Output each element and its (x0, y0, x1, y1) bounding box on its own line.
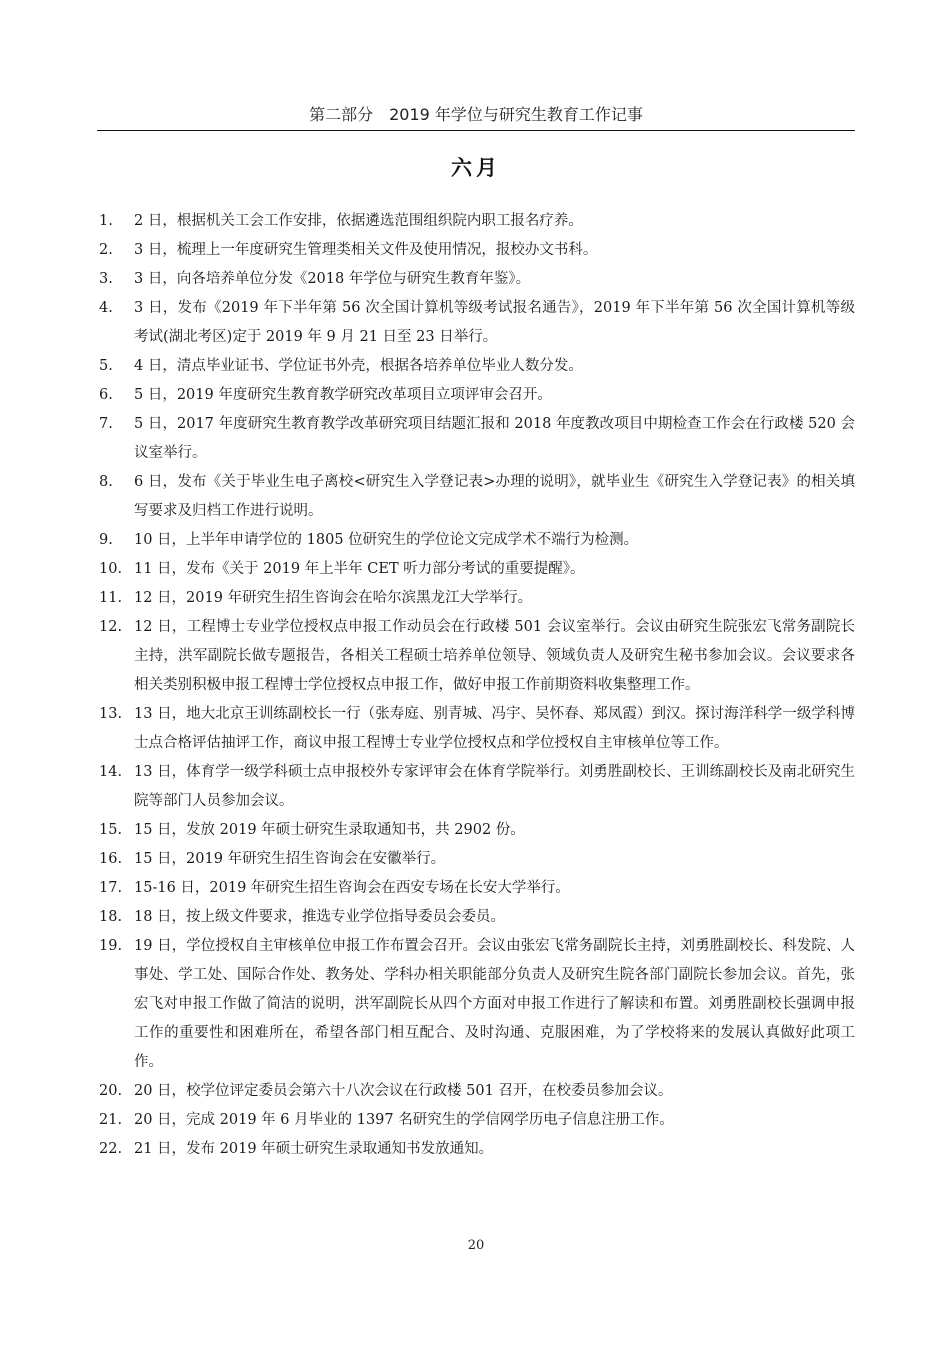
chronicle-entry (97, 381, 855, 410)
entry-number: 20. (99, 1083, 123, 1099)
entry-text: 20 日，校学位评定委员会第六十八次会议在行政楼 501 召开，在校委员参加会议。 (134, 1083, 673, 1099)
entry-number: 22. (99, 1141, 123, 1157)
entry-text: 15 日，2019 年研究生招生咨询会在安徽举行。 (134, 851, 446, 867)
entry-number: 15. (99, 822, 123, 838)
entry-text: 20 日，完成 2019 年 6 月毕业的 1397 名研究生的学信网学历电子信息注册工作。 (134, 1112, 674, 1128)
chronicle-entry (97, 1077, 855, 1106)
entry-text: 13 日，地大北京王训练副校长一行（张寿庭、别青城、冯宇、吴怀春、郑凤霞）到汉。探讨海洋科学一级学科博士点合格评估抽评工作，商议申报工程博士专业学位授权点和学位授权自主审核单位等工作。 (134, 706, 855, 751)
chronicle-entry (97, 932, 855, 1077)
chronicle-entry (97, 265, 855, 294)
chronicle-entry (97, 468, 855, 526)
chronicle-entry (97, 236, 855, 265)
chronicle-entry (97, 874, 855, 903)
entry-number: 2. (99, 242, 113, 258)
header-rule (97, 130, 855, 131)
entry-text: 15 日，发放 2019 年硕士研究生录取通知书，共 2902 份。 (134, 822, 525, 838)
chronicle-entry (97, 903, 855, 932)
entry-text: 3 日，向各培养单位分发《2018 年学位与研究生教育年鉴》。 (134, 271, 531, 287)
chronicle-entry (97, 526, 855, 555)
entry-text: 13 日，体育学一级学科硕士点申报校外专家评审会在体育学院举行。刘勇胜副校长、王训练副校长及南北研究生院等部门人员参加会议。 (134, 764, 855, 809)
entry-number: 5. (99, 358, 113, 374)
entry-text: 21 日，发布 2019 年硕士研究生录取通知书发放通知。 (134, 1141, 494, 1157)
entry-number: 3. (99, 271, 113, 287)
entry-text: 5 日，2017 年度研究生教育教学改革研究项目结题汇报和 2018 年度教改项目中期检查工作会在行政楼 520 会议室举行。 (134, 416, 855, 461)
running-header: 第二部分 2019 年学位与研究生教育工作记事 (309, 105, 643, 124)
chronicle-entry (97, 294, 855, 352)
entry-number: 16. (99, 851, 123, 867)
entry-number: 7. (99, 416, 113, 432)
chronicle-entry (97, 700, 855, 758)
chronicle-entry-list (97, 207, 855, 1164)
entry-text: 18 日，按上级文件要求，推选专业学位指导委员会委员。 (134, 909, 506, 925)
entry-number: 9. (99, 532, 113, 548)
entry-number: 12. (99, 619, 123, 635)
entry-text: 15-16 日，2019 年研究生招生咨询会在西安专场在长安大学举行。 (134, 880, 570, 896)
entry-number: 1. (99, 213, 113, 229)
entry-number: 4. (99, 300, 113, 316)
entry-number: 21. (99, 1112, 123, 1128)
entry-number: 19. (99, 938, 123, 954)
entry-number: 11. (99, 590, 123, 606)
chronicle-entry (97, 207, 855, 236)
chronicle-entry (97, 352, 855, 381)
chronicle-entry (97, 758, 855, 816)
chronicle-entry (97, 1106, 855, 1135)
entry-text: 2 日，根据机关工会工作安排，依据遴选范围组织院内职工报名疗养。 (134, 213, 583, 229)
entry-text: 11 日，发布《关于 2019 年上半年 CET 听力部分考试的重要提醒》。 (134, 561, 585, 577)
chronicle-entry (97, 613, 855, 700)
entry-text: 3 日，梳理上一年度研究生管理类相关文件及使用情况，报校办文书科。 (134, 242, 598, 258)
entry-text: 3 日，发布《2019 年下半年第 56 次全国计算机等级考试报名通告》，2019 年下半年第 56 次全国计算机等级考试(湖北考区)定于 2019 年 9 月 21 日至 23 日举行。 (134, 300, 855, 345)
entry-text: 5 日，2019 年度研究生教育教学研究改革项目立项评审会召开。 (134, 387, 552, 403)
chronicle-entry (97, 584, 855, 613)
entry-text: 6 日，发布《关于毕业生电子离校<研究生入学登记表>办理的说明》，就毕业生《研究生入学登记表》的相关填写要求及归档工作进行说明。 (134, 474, 855, 519)
chronicle-entry (97, 410, 855, 468)
entry-number: 8. (99, 474, 113, 490)
entry-text: 19 日，学位授权自主审核单位申报工作布置会召开。会议由张宏飞常务副院长主持，刘勇胜副校长、科发院、人事处、学工处、国际合作处、教务处、学科办相关职能部分负责人及研究生院各部门副院长参加会议。首先，张宏飞对申报工作做了简洁的说明，洪军副院长从四个方面对申报工作进行了解读和布置。刘勇胜副校长强调申报工作的重要性和困难所在，希望各部门相互配合、及时沟通、克服困难，为了学校将来的发展认真做好此项工作。 (134, 938, 855, 1070)
section-title: 六月 (451, 156, 501, 180)
chronicle-entry (97, 845, 855, 874)
entry-text: 12 日，2019 年研究生招生咨询会在哈尔滨黑龙江大学举行。 (134, 590, 533, 606)
chronicle-entry (97, 816, 855, 845)
entry-text: 4 日，清点毕业证书、学位证书外壳，根据各培养单位毕业人数分发。 (134, 358, 583, 374)
entry-number: 18. (99, 909, 123, 925)
entry-number: 6. (99, 387, 113, 403)
entry-text: 10 日，上半年申请学位的 1805 位研究生的学位论文完成学术不端行为检测。 (134, 532, 639, 548)
page-number: 20 (467, 1238, 485, 1253)
entry-number: 13. (99, 706, 123, 722)
chronicle-entry (97, 555, 855, 584)
chronicle-entry (97, 1135, 855, 1164)
entry-number: 17. (99, 880, 123, 896)
entry-number: 14. (99, 764, 123, 780)
entry-number: 10. (99, 561, 123, 577)
entry-text: 12 日，工程博士专业学位授权点申报工作动员会在行政楼 501 会议室举行。会议由研究生院张宏飞常务副院长主持，洪军副院长做专题报告，各相关工程硕士培养单位领导、领域负责人及研究生秘书参加会议。会议要求各相关类别积极申报工程博士学位授权点申报工作，做好申报工作前期资料收集整理工作。 (134, 619, 855, 693)
